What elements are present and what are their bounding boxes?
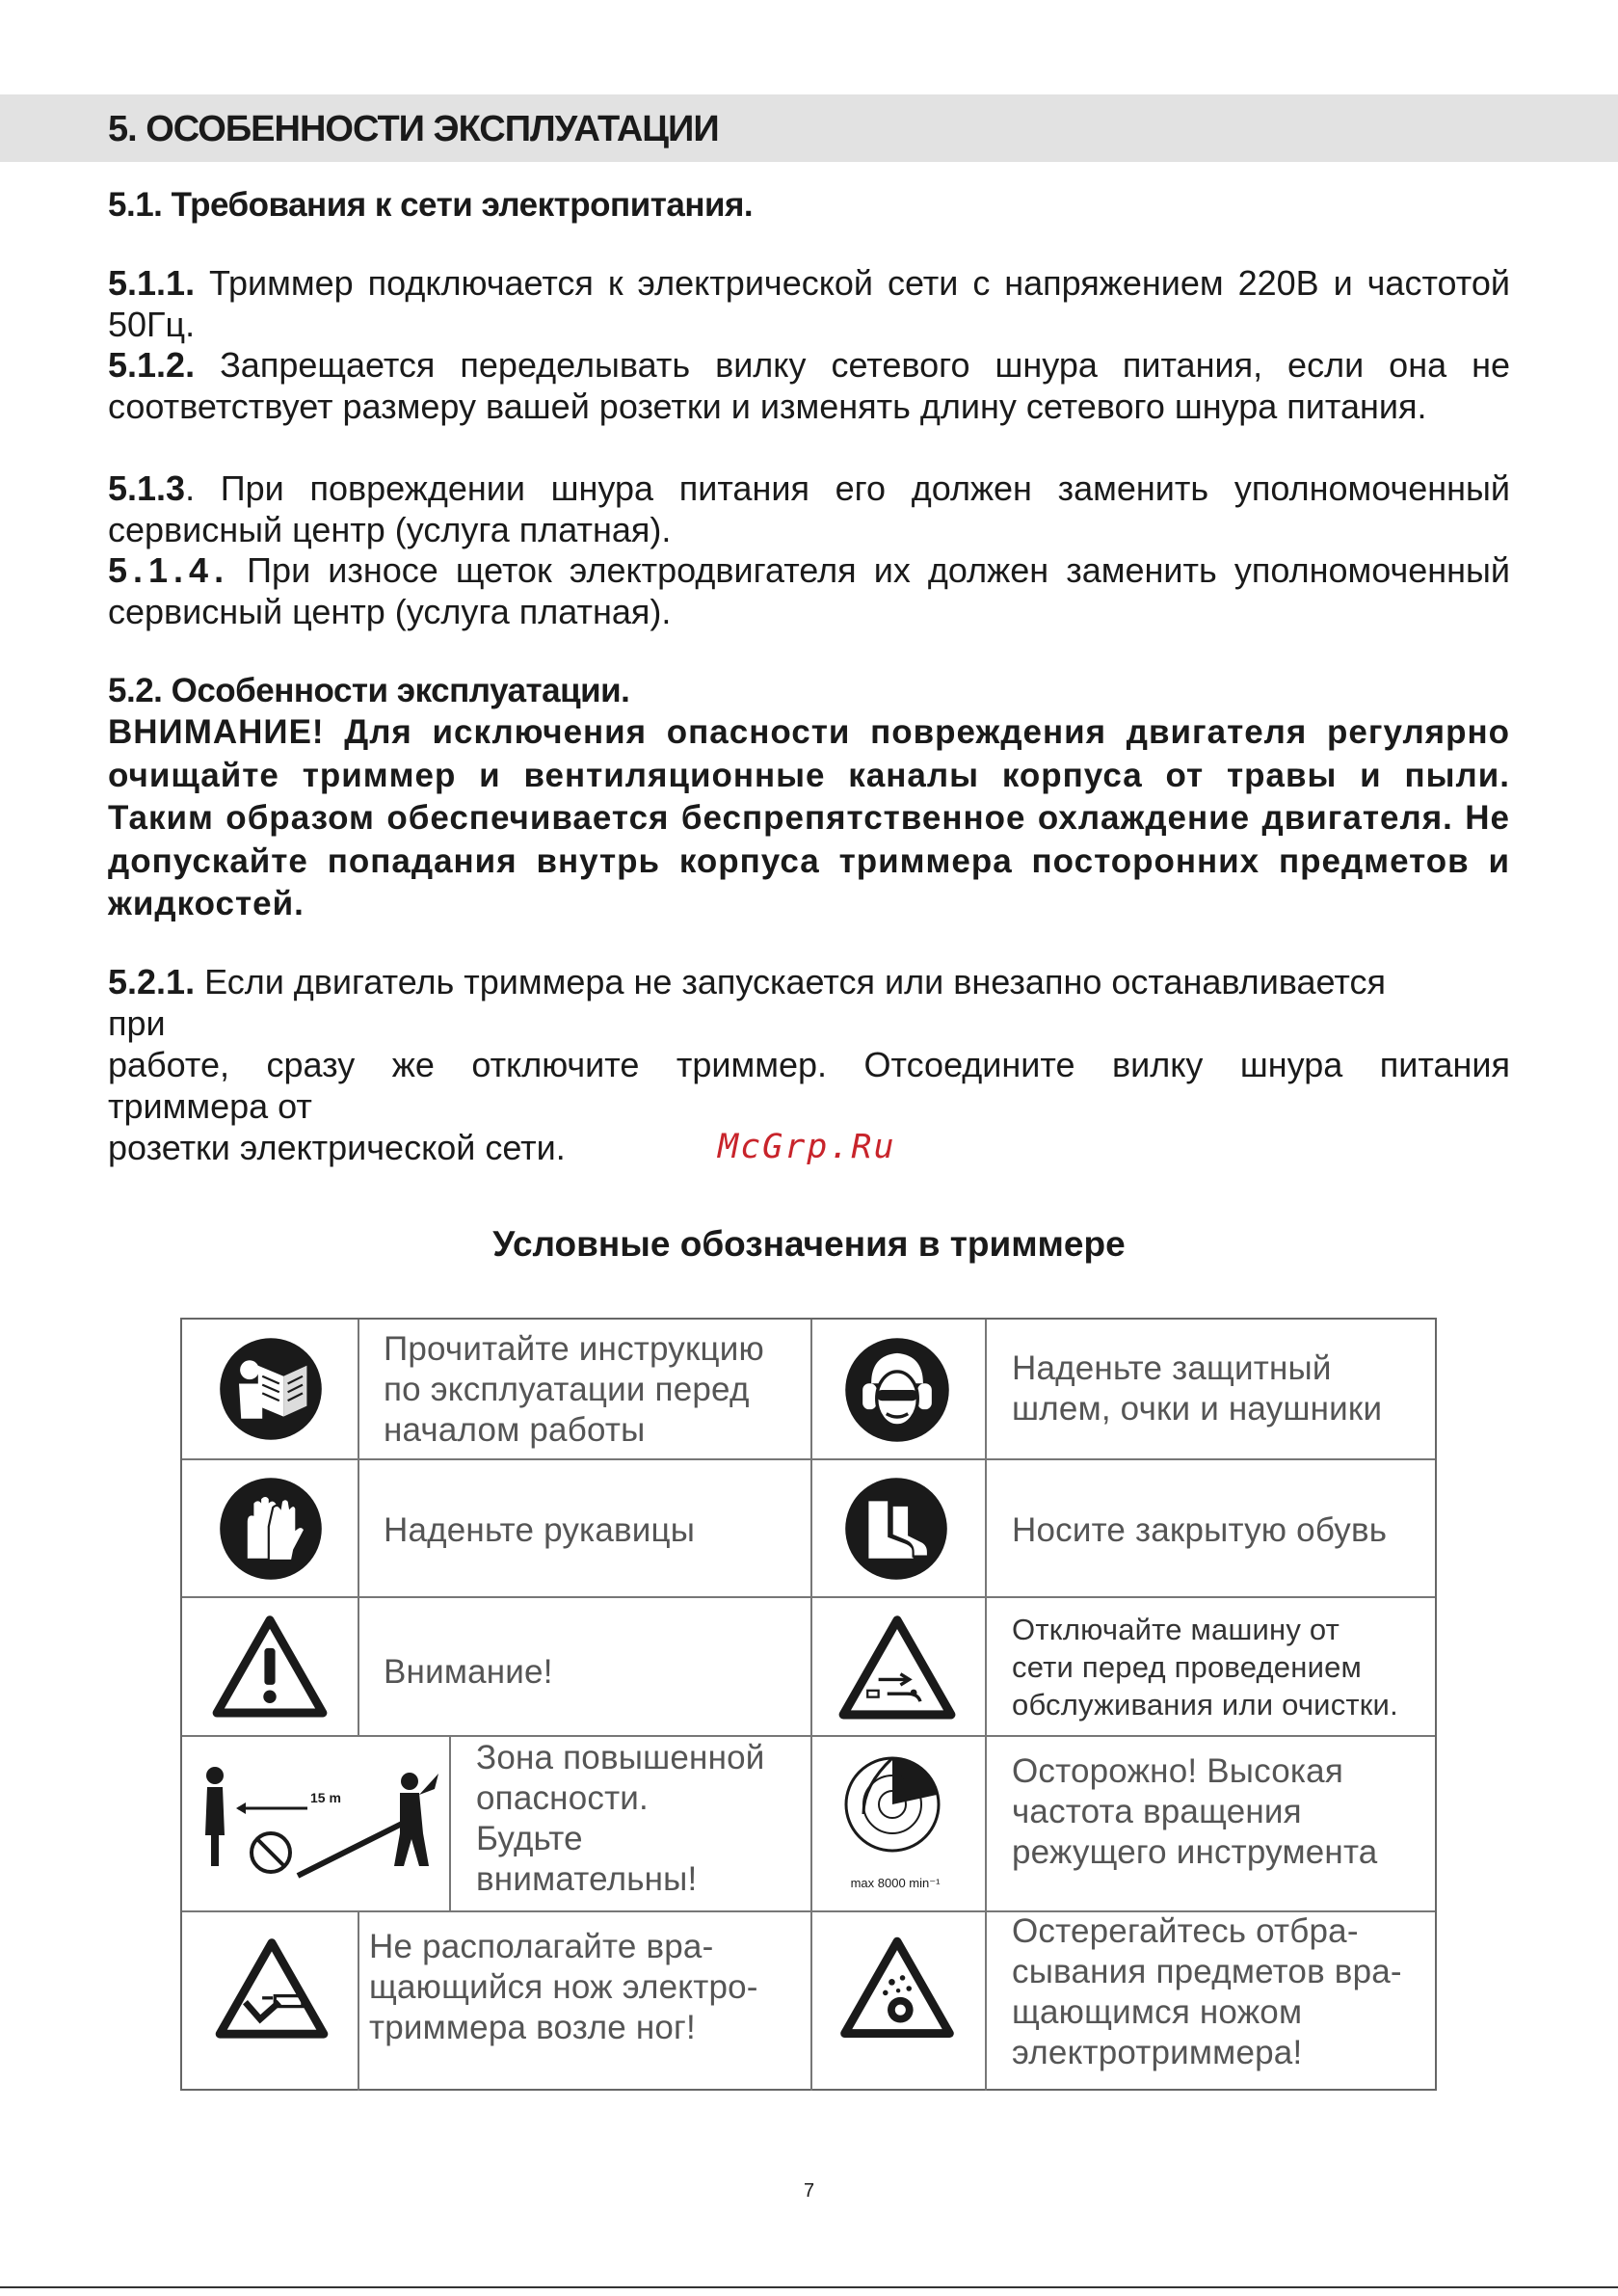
table-col-divider [810,1320,812,2091]
paragraph-text: Триммер подключается к электрической сети с напряжением 220В и частотой 50Гц. [108,263,1510,344]
subsection-5-2-title: 5.2. Особенности эксплуатации. [108,672,630,709]
warning-paragraph: ВНИМАНИЕ! Для исключения опасности повреждения двигателя регулярно очищайте триммер и вентиляционные каналы корпуса от травы и пыли. Таким образом обеспечивается беспрепятственное охлаждение двигателя. Не допускайте попадания внутрь корпуса триммера посторонних предметов и жидкостей. [108,713,1510,922]
paragraph-5-1-1 [108,262,1510,345]
paragraph-line: триммера от [108,1086,312,1126]
paragraph-line [108,961,1510,1002]
symbol-description: Наденьте защитный шлем, очки и наушники [1012,1349,1383,1428]
boots-icon [843,1476,949,1582]
table-col-divider [358,1910,359,2091]
paragraph-line: при [108,1003,166,1043]
unplug-icon [835,1614,960,1723]
table-col-divider [985,1320,987,2091]
paragraph-number: 5.2.1. [108,962,196,1001]
paragraph-number: 5.1.1. [108,263,196,303]
symbol-description: Не располагайте вра- щающийся нож электро- триммера возле ног! [369,1928,758,2046]
bottom-divider [0,2286,1618,2288]
feet-blade-icon [213,1936,331,2042]
paragraph-text: Запрещается переделывать вилку сетевого шнура питания, если она не соответствует размеру вашей розетки и изменять длину сетевого шнура питания. [108,345,1510,426]
paragraph-line: работе, сразу же отключите триммер. Отсоедините вилку шнура питания [108,1045,1510,1084]
paragraph-number: 5.1.4. [108,550,230,590]
section-title: 5. ОСОБЕННОСТИ ЭКСПЛУАТАЦИИ [108,109,719,149]
gloves-icon [218,1476,324,1582]
subsection-5-1-title: 5.1. Требования к сети электропитания. [108,186,754,224]
symbol-description: Осторожно! Высокая частота вращения режущего инструмента [1012,1752,1378,1871]
page-number: 7 [803,2180,815,2202]
symbol-description: Носите закрытую обувь [1012,1511,1388,1549]
paragraph-line: розетки электрической сети. [108,1128,566,1167]
paragraph-number: 5.1.3 [108,468,186,508]
paragraph-number: 5.1.2. [108,345,196,385]
paragraph-text: . При повреждении шнура питания его должен заменить уполномоченный сервисный центр (услуга платная). [108,468,1510,549]
symbol-description: Зона повышенной опасности. Будьте внимательны! [476,1739,765,1898]
table-col-divider [449,1735,451,1910]
symbol-description: Остерегайтесь отбра- сывания предметов вра- щающимся ножом электротриммера! [1012,1912,1402,2071]
symbol-description: Наденьте рукавицы [384,1511,696,1549]
warning-triangle-icon [210,1614,330,1722]
distance-label: 15 m [310,1790,341,1805]
table-row-divider [182,1458,1435,1460]
danger-zone-icon [192,1758,442,1893]
thrown-objects-icon [838,1934,956,2043]
watermark: McGrp.Ru [718,1128,896,1166]
table-row-divider [182,1596,1435,1598]
speed-label: max 8000 min⁻¹ [850,1876,941,1890]
read-manual-icon [218,1336,324,1442]
paragraph-text: Если двигатель триммера не запускается или внезапно останавливается [195,962,1386,1001]
symbols-table-title: Условные обозначения в триммере [492,1224,1126,1264]
symbol-description: Прочитайте инструкцию по эксплуатации перед началом работы [384,1330,764,1449]
paragraph-text: При износе щеток электродвигателя их должен заменить уполномоченный сервисный центр (услуга платная). [108,550,1510,631]
symbol-description: Отключайте машину от сети перед проведением обслуживания или очистки. [1012,1613,1398,1722]
rotation-speed-icon [823,1747,968,1901]
helmet-goggles-earmuffs-icon [843,1336,951,1444]
symbol-description: Внимание! [384,1653,553,1691]
paragraph-5-1-3 [108,467,1510,550]
paragraph-5-1-4 [108,549,1510,632]
paragraph-5-1-2 [108,344,1510,427]
symbols-table [180,1318,1437,2091]
table-row-divider [182,1735,1435,1737]
table-col-divider [358,1320,359,1735]
